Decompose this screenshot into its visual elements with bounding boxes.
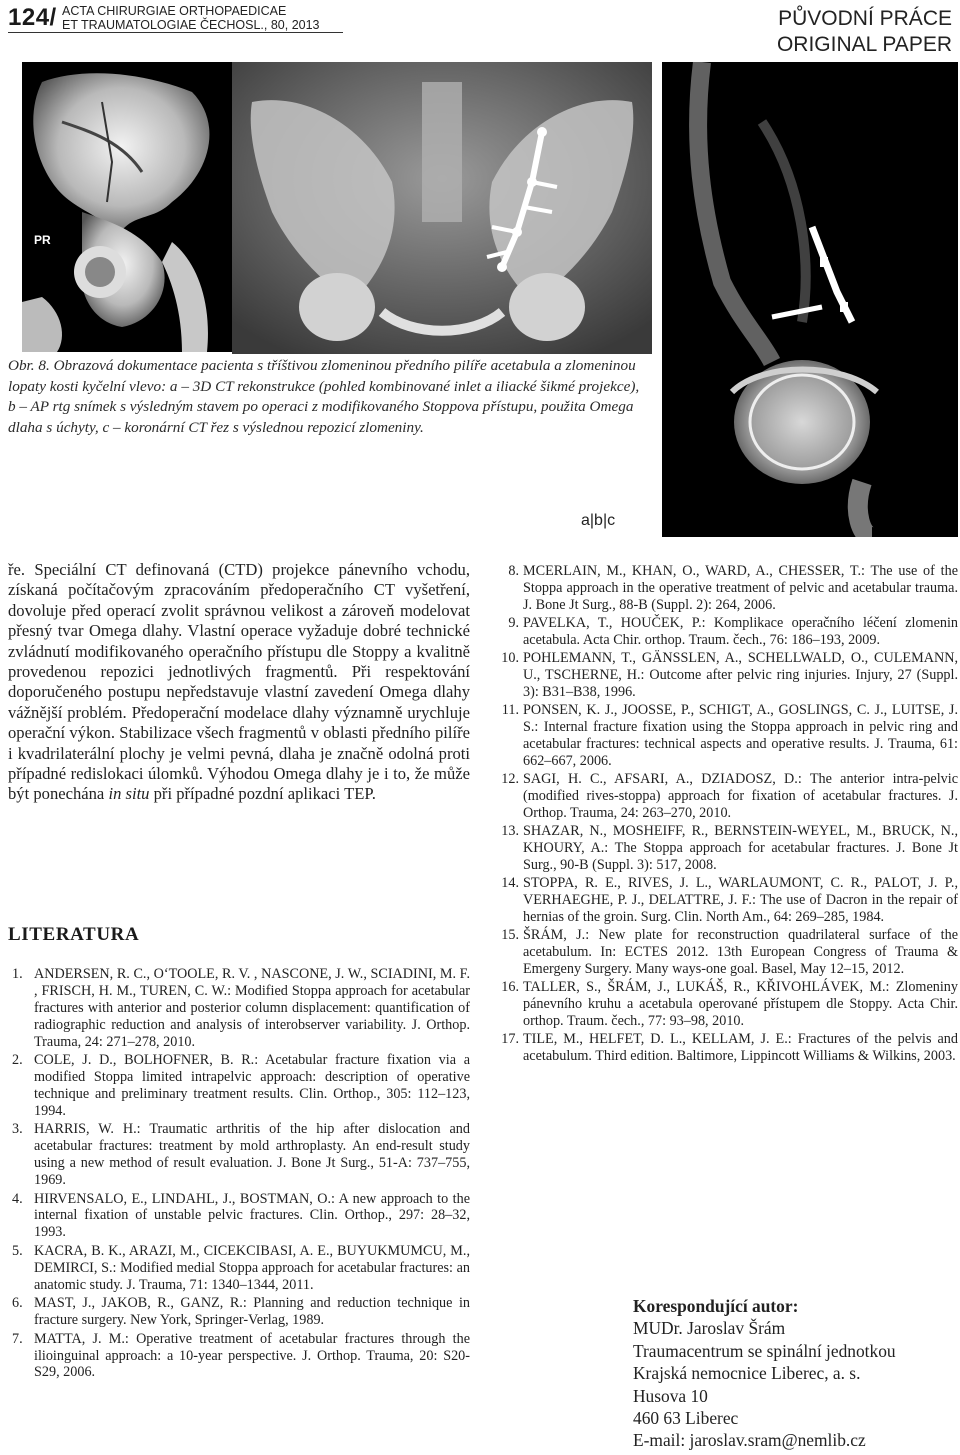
reference-number: 7 .: [12, 1331, 34, 1348]
section-label-cz: PŮVODNÍ PRÁCE: [778, 7, 952, 30]
reference-item: [497, 615, 958, 649]
reference-text: MAST, J., JAKOB, R., GANZ, R.: Planning and reduction technique in fracture surgery. New York, Springer-Verlag, 1989.: [34, 1295, 470, 1329]
reference-text: SAGI, H. C., AFSARI, A., DZIADOSZ, D.: The anterior intra-pelvic (modified rives-stoppa) approach for fixation of acetabular fractures. J. Orthop. Trauma, 24: 263–270, 2010.: [523, 771, 958, 821]
figure-panel-c-coronal-ct: [662, 62, 958, 537]
reference-number: 11 .: [497, 702, 519, 719]
journal-line-2: ET TRAUMATOLOGIAE ČECHOSL., 80, 2013: [62, 18, 320, 32]
reference-number: 10 .: [497, 650, 519, 667]
reference-item: [8, 1121, 470, 1189]
reference-text: SHAZAR, N., MOSHEIFF, R., BERNSTEIN-WEYEL, M., BRUCK, N., KHOURY, A.: The Stoppa approach for acetabular fractures. J. Bone Jt Surg., 90-B (Suppl. 3): 517, 2008.: [523, 823, 958, 873]
correspondence-title: Korespondující autor:: [633, 1296, 799, 1316]
reference-item: [8, 1191, 470, 1242]
section-label-en: ORIGINAL PAPER: [776, 33, 952, 56]
reference-text: TALLER, S., ŠRÁM, J., LUKÁŠ, R., KŘIVOHLÁVEK, M.: Zlomeniny pánevního kruhu a acetabula operované přístupem dle Stoppy. Acta Chir. orthop. Traum. čech., 77: 93–98, 2010.: [523, 979, 958, 1029]
reference-list-left: [8, 966, 470, 1383]
correspondence-name: MUDr. Jaroslav Šrám: [633, 1318, 786, 1339]
reference-item: [497, 927, 958, 978]
pelvis-ap-xray-image: [232, 62, 652, 354]
section-label: [777, 6, 952, 58]
reference-item: [497, 563, 958, 614]
reference-number: 16 .: [497, 979, 519, 996]
reference-text: ANDERSEN, R. C., O‘TOOLE, R. V. , NASCONE, J. W., SCIADINI, M. F. , FRISCH, H. M., TUREN, C. W.: Modified Stoppa approach for acetabular fractures with anterior and posterior column displacement: quantification of radiographic reduction and analysis of interobserver variability. J. Orthop. Trauma, 24: 271–278, 2010.: [34, 966, 470, 1050]
correspondence-line-4: 460 63 Liberec: [633, 1408, 739, 1429]
reference-text: PAVELKA, T., HOUČEK, P.: Komplikace operačního léčení zlomenin acetabula. Acta Chir. orthop. Traum. čech., 76: 186–193, 2009.: [523, 615, 958, 648]
journal-line-1: ACTA CHIRURGIAE ORTHOPAEDICAE: [62, 4, 287, 18]
reference-item: [497, 875, 958, 926]
figure-panel-a-3d-ct: [22, 62, 232, 352]
reference-item: [497, 1031, 958, 1065]
figure-caption: Obr. 8. Obrazová dokumentace pacienta s tříštivou zlomeninou předního pilíře acetabula a zlomeninou lopaty kosti kyčelní vlevo: a – 3D CT rekonstrukce (pohled kombinované inlet a iliacké šikmé projekce), b – AP rtg snímek s výsledným stavem po operaci z modifikovaného Stoppova přístupu, použita Omega dlaha s úchyty, c – koronární CT řez s výslednou repozicí zlomeniny.: [8, 357, 640, 436]
body-text-part-1: ře. Speciální CT definovaná (CTD) projekce pánevního vchodu, získaná počítačovým zpracováním předoperačního CT vyšetření, dovoluje před operací zvolit správnou velikost a zároveň modelovat přesný tvar Omega dlahy. Vlastní operace vyžaduje dobré technické zvládnutí modifikovaného operačního přístupu dle Stoppy a kvalitně provedenou repozici jednotlivých fragmentů. Při respektování doporučeného postupu nepředstavuje vlastní zavedení Omega dlahy vážnější problém. Předoperační modelace dlahy významně urychluje operační výkon. Stabilizace všech fragmentů v oblasti předního pilíře i kvadrilaterální plochy je velmi pevná, dlaha je značně odolná proti případné redislokaci úlomků. Výhodou Omega dlahy je i to, že může být ponechána: [8, 560, 470, 804]
reference-item: [8, 1331, 470, 1382]
reference-number: 5 .: [12, 1243, 34, 1260]
reference-text: POHLEMANN, T., GÄNSSLEN, A., SCHELLWALD, O., CULEMANN, U., TSCHERNE, H.: Outcome after pelvic ring injuries. Injury, 27 (Suppl. 3): B31–B38, 1996.: [523, 650, 958, 700]
reference-number: 2 .: [12, 1052, 34, 1069]
reference-text: KACRA, B. K., ARAZI, M., CICEKCIBASI, A. E., BUYUKMUMCU, M., DEMIRCI, S.: Modified medial Stoppa approach for acetabular fractures: an anatomic study. J. Trauma, 71: 1340–1344, 2011.: [34, 1242, 470, 1293]
reference-number: 12 .: [497, 771, 519, 788]
reference-number: 1 .: [12, 966, 34, 983]
reference-number: 14 .: [497, 875, 519, 892]
correspondence-line-2: Krajská nemocnice Liberec, a. s.: [633, 1363, 861, 1384]
page-number: 124/: [8, 4, 57, 31]
reference-number: 3 .: [12, 1121, 34, 1138]
reference-list-right: [497, 563, 958, 1066]
reference-text: HARRIS, W. H.: Traumatic arthritis of the hip after dislocation and acetabular fractures: treatment by mold arthroplasty. An end-result study using a new method of result evaluation. J. Bone Jt Surg., 51-A: 737–755, 1969.: [34, 1121, 470, 1189]
reference-text: HIRVENSALO, E., LINDAHL, J., BOSTMAN, O.: A new approach to the internal fixation of unstable pelvic fractures. Clin. Orthop., 297: 28–32, 1993.: [34, 1190, 470, 1241]
reference-text: ŠRÁM, J.: New plate for reconstruction quadrilateral surface of the acetabulum. In: ECTES 2012. 13th European Congress of Trauma & Emergeny Surgery. Many ways-one goal. Basel, May 12–15, 2012.: [523, 927, 958, 977]
reference-item: [8, 1295, 470, 1329]
body-text-italic: in situ: [108, 784, 150, 804]
reference-item: [497, 979, 958, 1030]
correspondence-line-3: Husova 10: [633, 1385, 708, 1406]
figure-panel-b-xray: [232, 62, 652, 354]
journal-name: [62, 4, 320, 32]
body-paragraph: [8, 560, 470, 805]
header-rule: [8, 32, 343, 33]
coronal-ct-image: [662, 62, 958, 537]
reference-number: 4 .: [12, 1191, 34, 1208]
reference-text: TILE, M., HELFET, D. L., KELLAM, J. E.: Fractures of the pelvis and acetabulum. Third edition. Baltimore, Lippincott Williams & Wilkins, 2003.: [523, 1031, 958, 1065]
figure-panel-letters: a|b|c: [581, 512, 616, 529]
pelvis-3d-ct-image: [22, 62, 232, 352]
reference-item: [497, 702, 958, 770]
reference-text: MATTA, J. M.: Operative treatment of acetabular fractures through the ilioinguinal approach: a 10-year perspective. J. Orthop. Trauma, 20: S20-S29, 2006.: [34, 1330, 470, 1381]
correspondence-block: [633, 1295, 959, 1452]
literature-heading: LITERATURA: [8, 924, 140, 945]
body-text-part-2: při případné pozdní aplikaci TEP.: [149, 784, 376, 804]
reference-text: MCERLAIN, M., KHAN, O., WARD, A., CHESSER, T.: The use of the Stoppa approach in the operative treatment of pelvic and acetabular trauma. J. Bone Jt Surg., 88-B (Suppl. 2): 264, 2006.: [523, 563, 958, 613]
reference-number: 9 .: [497, 615, 519, 632]
panel-a-side-label: PR: [34, 233, 51, 247]
reference-text: PONSEN, K. J., JOOSSE, P., SCHIGT, A., GOSLINGS, C. J., LUITSE, J. S.: Internal fracture fixation using the Stoppa approach in pelvic ring and acetabular fractures: technical aspects and operative results. J. Trauma, 61: 662–667, 2006.: [523, 702, 958, 769]
reference-item: [497, 823, 958, 874]
reference-number: 15 .: [497, 927, 519, 944]
reference-item: [8, 1243, 470, 1294]
reference-item: [497, 771, 958, 822]
correspondence-email[interactable]: E-mail: jaroslav.sram@nemlib.cz: [633, 1430, 866, 1451]
reference-text: STOPPA, R. E., RIVES, J. L., WARLAUMONT, C. R., PALOT, J. P., VERHAEGHE, P. J., DELATTRE, J. F.: The use of Dacron in the repair of hernias of the groin. Surg. Clin. North Am., 64: 269–285, 1984.: [523, 875, 958, 925]
reference-number: 6 .: [12, 1295, 34, 1312]
reference-text: COLE, J. D., BOLHOFNER, B. R.: Acetabular fracture fixation via a modified Stoppa limited intrapelvic approach: description of operative technique and preliminary treatment results. Clin. Orthop., 305: 112–123, 1994.: [34, 1052, 470, 1119]
reference-item: [8, 966, 470, 1051]
reference-number: 13 .: [497, 823, 519, 840]
reference-item: [8, 1052, 470, 1120]
reference-item: [497, 650, 958, 701]
reference-number: 17 .: [497, 1031, 519, 1048]
reference-number: 8 .: [497, 563, 519, 580]
correspondence-line-1: Traumacentrum se spinální jednotkou: [633, 1340, 896, 1361]
